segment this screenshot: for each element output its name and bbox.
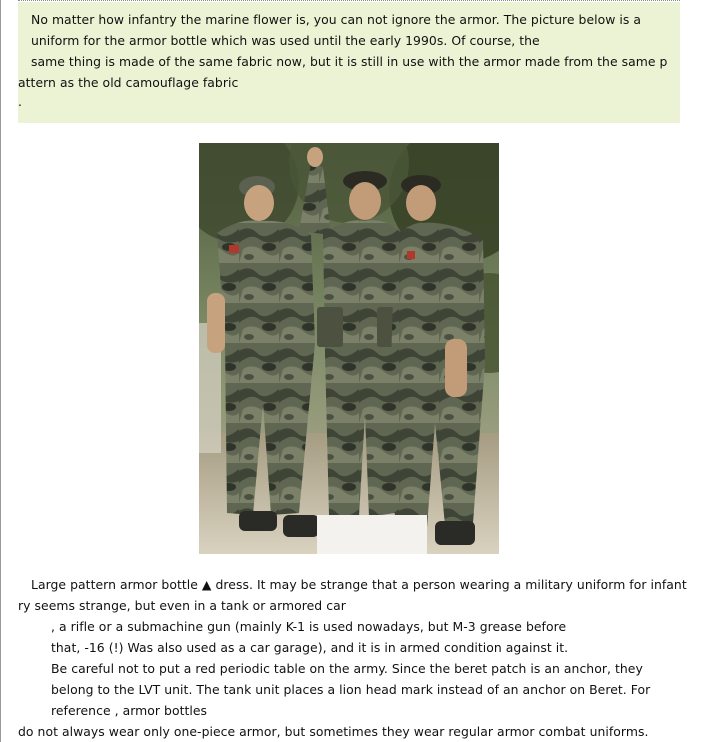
caption-line-4: that, -16 (!) Was also used as a car garage), and it is in armed condition against it. bbox=[51, 640, 569, 655]
caption-line-3: , a rifle or a submachine gun (mainly K-1 is used nowadays, but M-3 grease before bbox=[51, 619, 567, 634]
caption-line-2: ry seems strange, but even in a tank or armored car bbox=[18, 598, 346, 613]
caption-line-8: do not always wear only one-piece armor, but sometimes they wear regular armor combat uniforms. bbox=[18, 724, 649, 739]
caption-line-1: Large pattern armor bottle ▲ dress. It may be strange that a person wearing a military uniform for infant bbox=[31, 577, 687, 592]
left-border bbox=[0, 0, 1, 742]
caption-line-6: belong to the LVT unit. The tank unit places a lion head mark instead of an anchor on Beret. For bbox=[51, 682, 651, 697]
intro-line-3: same thing is made of the same fabric now, but it is still in use with the armor made from the same p bbox=[31, 54, 668, 69]
photo-image bbox=[199, 143, 499, 554]
intro-line-2: uniform for the armor bottle which was used until the early 1990s. Of course, the bbox=[31, 33, 540, 48]
intro-line-5: . bbox=[18, 94, 22, 109]
caption-line-7: reference , armor bottles bbox=[51, 703, 208, 718]
intro-line-4: attern as the old camouflage fabric bbox=[18, 75, 239, 90]
soldiers-photo bbox=[199, 143, 499, 554]
caption-line-5: Be careful not to put a red periodic table on the army. Since the beret patch is an anchor, they bbox=[51, 661, 643, 676]
intro-line-1: No matter how infantry the marine flower is, you can not ignore the armor. The picture below is a bbox=[31, 12, 642, 27]
